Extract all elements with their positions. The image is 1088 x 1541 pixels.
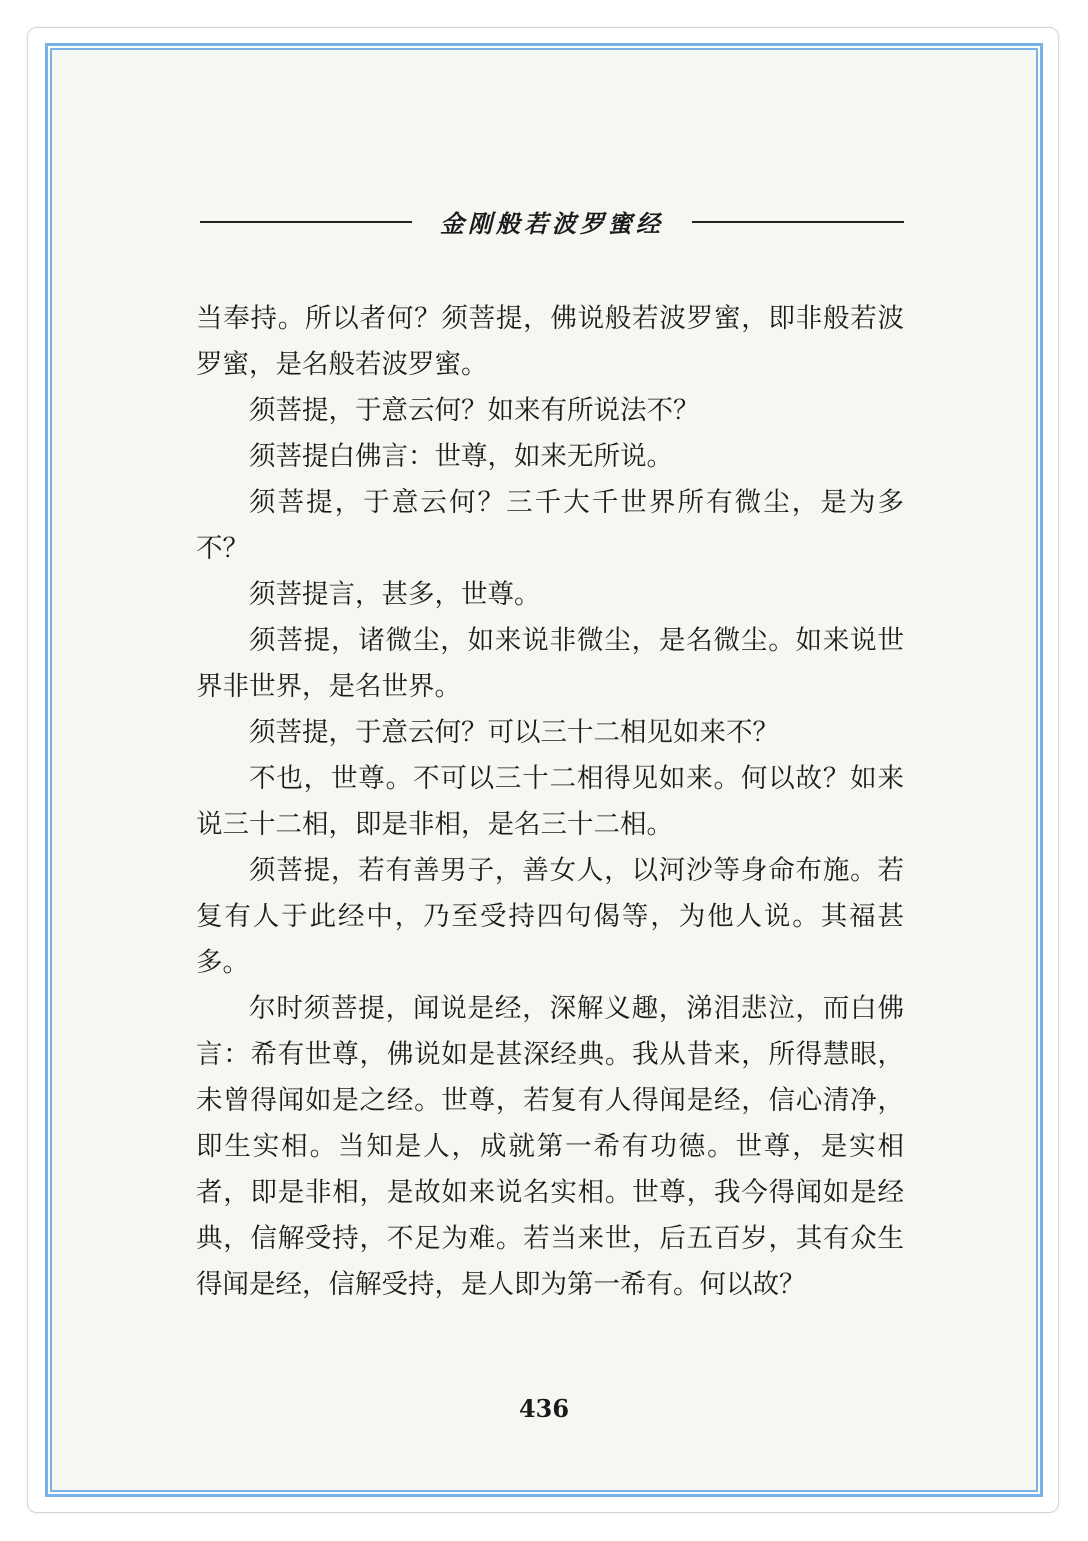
page-number: 436 [518, 1394, 570, 1423]
paragraph: 须菩提言，甚多，世尊。 [249, 579, 541, 610]
paragraph: 须菩提，于意云何？可以三十二相见如来不？ [249, 717, 779, 748]
header-title: 金刚般若波罗蜜经 [440, 209, 664, 238]
paragraph: 须菩提，若有善男子，善女人，以河沙等身命布施。若复有人于此经中，乃至受持四句偈等，为他人说。其福甚多。 [196, 855, 904, 978]
header-rule-left [200, 221, 412, 223]
paragraph: 须菩提白佛言：世尊，如来无所说。 [249, 441, 673, 472]
body-text [196, 296, 904, 1308]
header-rule-right [692, 221, 904, 223]
paragraph: 不也，世尊。不可以三十二相得见如来。何以故？如来说三十二相，即是非相，是名三十二相。 [196, 763, 904, 840]
running-header [200, 200, 904, 244]
paragraph: 当奉持。所以者何？须菩提，佛说般若波罗蜜，即非般若波罗蜜，是名般若波罗蜜。 [196, 303, 904, 380]
paragraph: 尔时须菩提，闻说是经，深解义趣，涕泪悲泣，而白佛言：希有世尊，佛说如是甚深经典。我从昔来，所得慧眼，未曾得闻如是之经。世尊，若复有人得闻是经，信心清净，即生实相。当知是人，成就第一希有功德。世尊，是实相者，即是非相，是故如来说名实相。世尊，我今得闻如是经典，信解受持，不足为难。若当来世，后五百岁，其有众生得闻是经，信解受持，是人即为第一希有。何以故？ [196, 993, 904, 1300]
paragraph: 须菩提，于意云何？如来有所说法不？ [249, 395, 700, 426]
paragraph: 须菩提，诸微尘，如来说非微尘，是名微尘。如来说世界非世界，是名世界。 [196, 625, 904, 702]
paragraph: 须菩提，于意云何？三千大千世界所有微尘，是为多不？ [196, 487, 904, 564]
